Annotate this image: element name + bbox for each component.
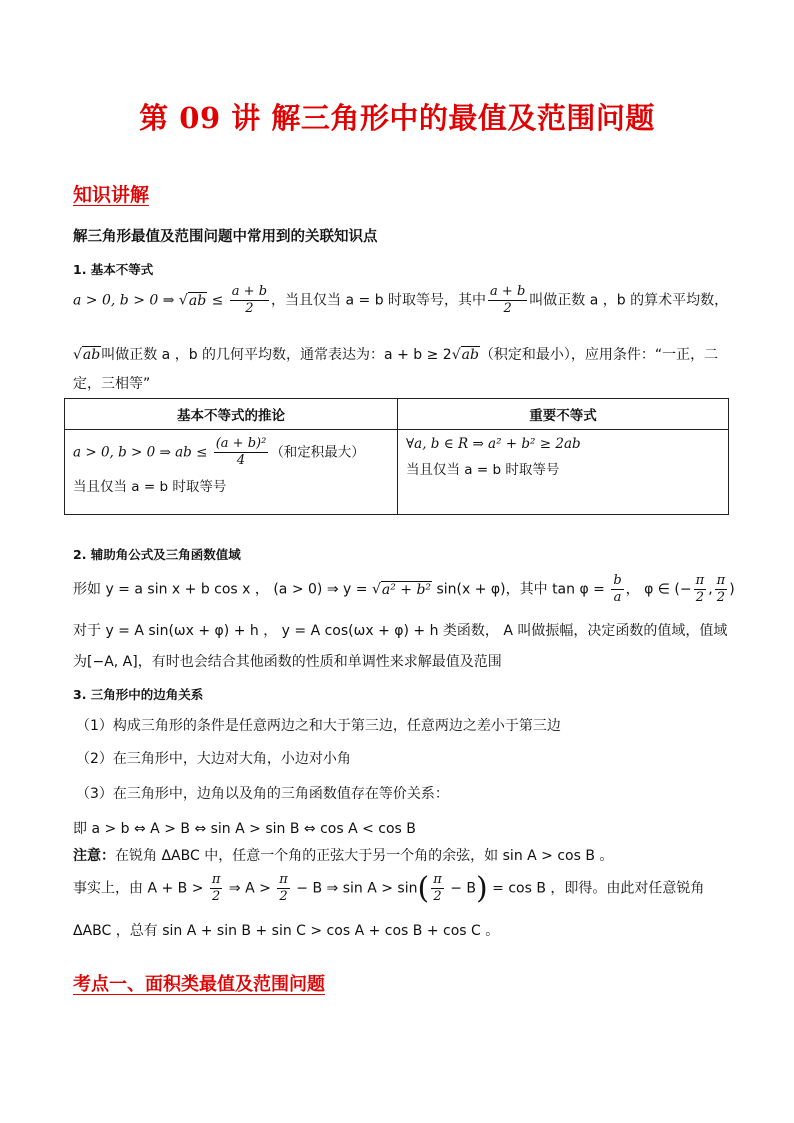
sqrt-ab-2: √ab <box>73 347 101 363</box>
fact-pi-fraction-3 <box>431 872 444 905</box>
corollary-denominator: 4 <box>236 453 246 468</box>
item3-p1: （1）构成三角形的条件是任意两边之和大于第三边，任意两边之差小于第三边 <box>76 718 561 734</box>
table-header-corollary: 基本不等式的推论 <box>65 399 398 430</box>
item2-text-d: , <box>708 581 713 598</box>
corollary-note: （和定积最大） <box>270 444 365 461</box>
important-line1: ∀a, b ∈ R ⇒ a² + b² ≥ 2ab <box>406 436 581 452</box>
fact-pi-num-2: π <box>279 872 288 887</box>
corollary-numerator: (a + b)² <box>215 436 267 451</box>
item1-heading: 1. 基本不等式 <box>73 262 154 277</box>
fact-pi-den-2: 2 <box>279 889 288 904</box>
item3-heading: 3. 三角形中的边角关系 <box>73 687 204 702</box>
sqrt-ab: √ab <box>178 292 207 309</box>
item1-le: ≤ <box>207 292 228 309</box>
note-text: 在锐角 ΔABC 中，任意一个角的正弦大于另一个角的余弦，如 sin A > cos B 。 <box>115 848 614 864</box>
item2-line3: 为[−A, A]，有时也会结合其他函数的性质和单调性来求解最值及范围 <box>73 654 502 670</box>
tan-denominator: a <box>613 590 622 605</box>
item3-equiv: 即 a > b ⇔ A > B ⇔ sin A > sin B ⇔ cos A < cos B <box>73 821 416 837</box>
fraction-denominator-2: 2 <box>503 301 512 316</box>
sqrt-a2b2: √a² + b² <box>371 581 432 598</box>
item1-line3: 定，三相等” <box>73 376 151 392</box>
section-heading-area: 考点一、面积类最值及范围问题 <box>73 974 325 995</box>
item3-p2: （2）在三角形中，大边对大角，小边对小角 <box>76 751 351 767</box>
item2-text-e: ) <box>729 581 735 598</box>
corollary-line2: 当且仅当 a = b 时取等号 <box>73 479 227 495</box>
tan-fraction <box>611 573 623 606</box>
fact-pi-fraction-2 <box>277 872 290 905</box>
table-cell-corollary <box>65 430 398 515</box>
fact-d: − B <box>445 880 476 897</box>
left-paren: ( <box>417 871 430 906</box>
fraction-mean-2 <box>488 284 527 317</box>
item2-text-c: ， φ ∈ (− <box>625 581 692 598</box>
table-cell-important <box>398 430 729 515</box>
fact-e: = cos B ，即得。由此对任意锐角 <box>487 880 705 897</box>
fact-c: − B ⇒ sin A > sin <box>291 880 418 897</box>
corollary-formula: a > 0, b > 0 ⇒ ab ≤ <box>73 444 212 461</box>
note-label: 注意： <box>73 848 115 864</box>
sqrt-ab-3: √ab <box>451 347 479 363</box>
fraction-denominator: 2 <box>245 301 254 316</box>
item3-note <box>73 845 613 865</box>
fact-pi-den-3: 2 <box>433 889 442 904</box>
item2-text-a: 形如 y = a sin x + b cos x ， (a > 0) ⇒ y = <box>73 581 372 598</box>
item1-line1 <box>73 284 728 317</box>
pi-numerator-2: π <box>716 573 726 588</box>
item1-text3: 叫做正数 a ，b 的几何平均数，通常表达为：a + b ≥ 2 <box>101 347 452 363</box>
fraction-mean <box>230 284 269 317</box>
page-title: 第 09 讲 解三角形中的最值及范围问题 <box>139 101 655 135</box>
fact-a: 事实上，由 A + B > <box>73 880 208 897</box>
table-header-important: 重要不等式 <box>398 399 729 430</box>
item3-fact-line2: ΔABC ，总有 sin A + sin B + sin C > cos A + cos B + cos C 。 <box>73 923 500 939</box>
corollary-line1 <box>73 436 389 469</box>
tan-numerator: b <box>613 573 622 588</box>
fact-b: ⇒ A > <box>224 880 276 897</box>
right-paren: ) <box>476 871 488 906</box>
item1-text4: （积定和最小），应用条件：“一正，二 <box>479 347 719 363</box>
fact-pi-den-1: 2 <box>212 889 221 904</box>
inequality-table <box>64 398 729 515</box>
item2-line1 <box>73 573 735 606</box>
fact-pi-num-3: π <box>433 872 442 887</box>
sqrt-radicand: ab <box>188 292 207 309</box>
item2-heading: 2. 辅助角公式及三角函数值域 <box>73 547 241 562</box>
important-line2: 当且仅当 a = b 时取等号 <box>406 462 560 478</box>
item3-p3: （3）在三角形中，边角以及角的三角函数值存在等价关系： <box>76 786 449 802</box>
section-heading-knowledge: 知识讲解 <box>73 184 150 206</box>
pi-denominator-1: 2 <box>695 590 705 605</box>
fraction-numerator-2: a + b <box>490 284 526 299</box>
item3-fact-line1 <box>73 871 704 906</box>
item2-line2: 对于 y = A sin(ωx + φ) + h ， y = A cos(ωx + φ) + h 类函数， A 叫做振幅，决定函数的值域，值域 <box>73 623 728 639</box>
pi-fraction-1 <box>694 573 707 606</box>
item1-text2: 叫做正数 a ，b 的算术平均数， <box>529 292 729 309</box>
fact-pi-num-1: π <box>211 872 221 887</box>
sqrt-a2b2-radicand: a² + b² <box>381 581 432 598</box>
item2-text-b: sin(x + φ)，其中 tan φ = <box>432 581 610 598</box>
subheading: 解三角形最值及范围问题中常用到的关联知识点 <box>73 229 378 245</box>
fraction-numerator: a + b <box>231 284 268 299</box>
pi-denominator-2: 2 <box>716 590 726 605</box>
item1-text1: ，当且仅当 a = b 时取等号，其中 <box>271 292 487 309</box>
pi-numerator-1: π <box>695 573 705 588</box>
item1-line2 <box>73 344 718 364</box>
sqrt-radicand-2: ab <box>82 347 101 363</box>
sqrt-radicand-3: ab <box>461 347 479 363</box>
item1-cond: a > 0, b > 0 ⇒ <box>73 292 179 309</box>
pi-fraction-2 <box>715 573 728 606</box>
corollary-fraction <box>214 436 269 469</box>
fact-pi-fraction-1 <box>210 872 223 905</box>
